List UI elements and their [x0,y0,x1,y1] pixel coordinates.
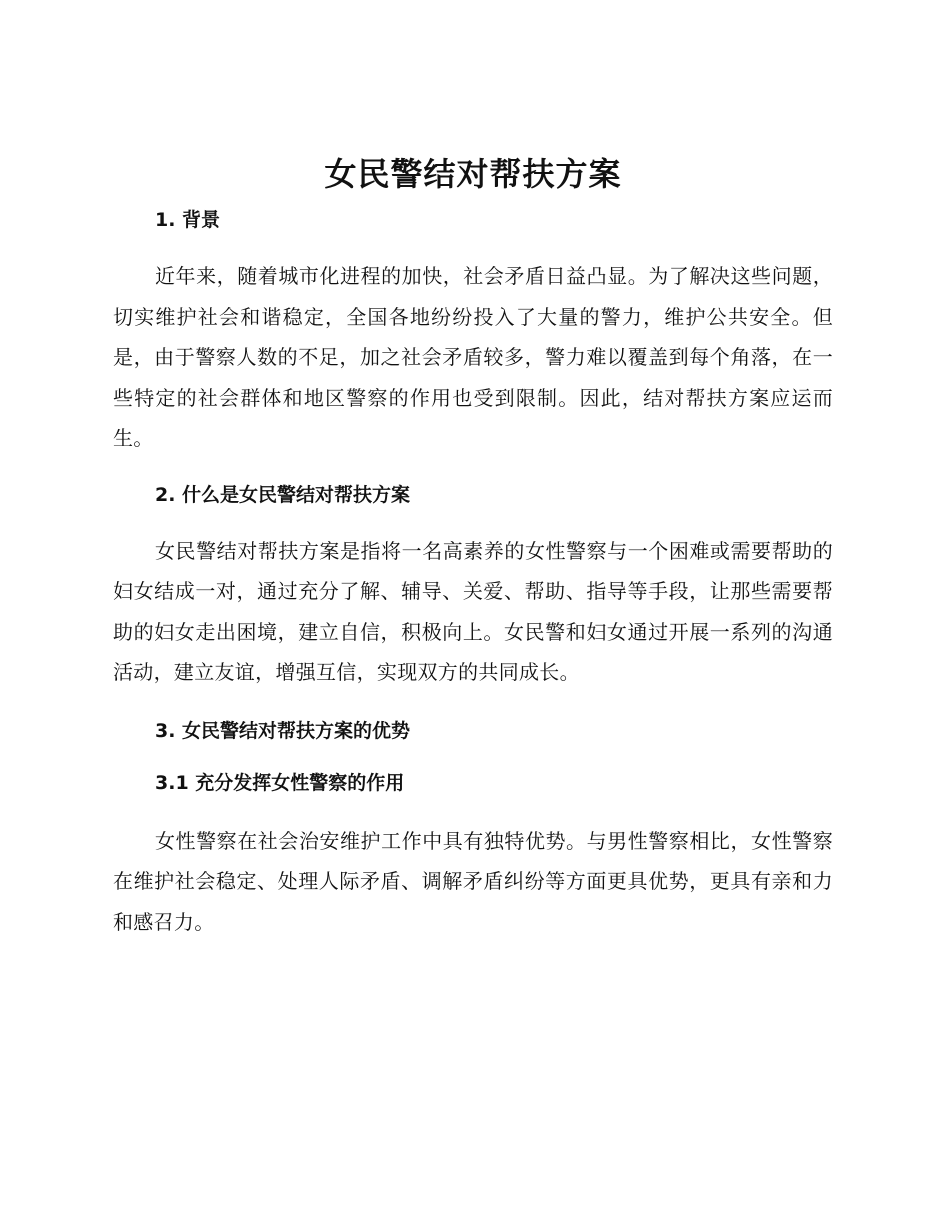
subsection-heading-female-officers: 3.1 充分发挥女性警察的作用 [155,771,405,794]
paragraph-background: 近年来，随着城市化进程的加快，社会矛盾日益凸显。为了解决这些问题，切实维护社会和谐稳定，全国各地纷纷投入了大量的警力，维护公共安全。但是，由于警察人数的不足，加之社会矛盾较多，警力难以覆盖到每个角落，在一些特定的社会群体和地区警察的作用也受到限制。因此，结对帮扶方案应运而生。 [113,264,833,450]
paragraph-definition: 女民警结对帮扶方案是指将一名高素养的女性警察与一个困难或需要帮助的妇女结成一对，通过充分了解、辅导、关爱、帮助、指导等手段，让那些需要帮助的妇女走出困境，建立自信，积极向上。女民警和妇女通过开展一系列的沟通活动，建立友谊，增强互信，实现双方的共同成长。 [113,538,833,684]
section-heading-advantages: 3. 女民警结对帮扶方案的优势 [155,719,411,742]
document-body [113,150,833,942]
document-title: 女民警结对帮扶方案 [324,155,622,193]
section-heading-definition: 2. 什么是女民警结对帮扶方案 [155,483,411,506]
section-heading-background: 1. 背景 [155,209,221,231]
paragraph-female-officers: 女性警察在社会治安维护工作中具有独特优势。与男性警察相比，女性警察在维护社会稳定、处理人际矛盾、调解矛盾纠纷等方面更具优势，更具有亲和力和感召力。 [113,828,833,934]
